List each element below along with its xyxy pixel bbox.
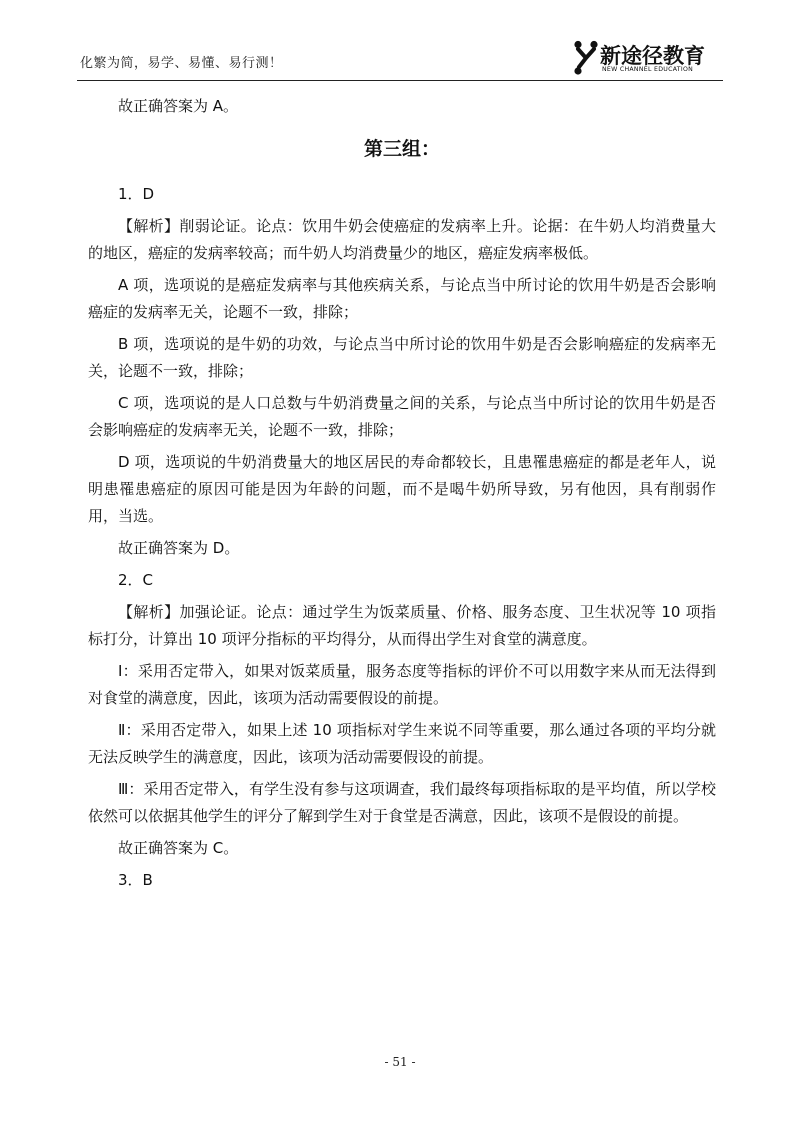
paragraph: A 项，选项说的是癌症发病率与其他疾病关系，与论点当中所讨论的饮用牛奶是否会影响癌症的发病率无关，论题不一致，排除； xyxy=(88,276,716,321)
paragraph: 【解析】削弱论证。论点：饮用牛奶会使癌症的发病率上升。论据：在牛奶人均消费量大的地区，癌症的发病率较高；而牛奶人均消费量少的地区，癌症发病率极低。 xyxy=(88,217,716,262)
paragraph: C 项，选项说的是人口总数与牛奶消费量之间的关系，与论点当中所讨论的饮用牛奶是否会影响癌症的发病率无关，论题不一致，排除； xyxy=(88,394,716,439)
page-content xyxy=(88,93,716,899)
paragraph: B 项，选项说的是牛奶的功效，与论点当中所讨论的饮用牛奶是否会影响癌症的发病率无关，论题不一致，排除； xyxy=(88,335,716,380)
paragraph: Ⅲ：采用否定带入，有学生没有参与这项调查，我们最终每项指标取的是平均值，所以学校依然可以依据其他学生的评分了解到学生对于食堂是否满意，因此，该项不是假设的前提。 xyxy=(88,780,716,825)
paragraph: 故正确答案为 D。 xyxy=(118,539,240,557)
paragraph-answer-a: 故正确答案为 A。 xyxy=(118,97,239,115)
page-header xyxy=(77,38,723,81)
paragraph: Ⅱ：采用否定带入，如果上述 10 项指标对学生来说不同等重要，那么通过各项的平均分就无法反映学生的满意度，因此，该项为活动需要假设的前提。 xyxy=(88,721,716,766)
paragraph: 【解析】加强论证。论点：通过学生为饭菜质量、价格、服务态度、卫生状况等 10 项指标打分，计算出 10 项评分指标的平均得分，从而得出学生对食堂的满意度。 xyxy=(88,603,716,648)
question-2-answer: 2．C xyxy=(118,571,154,589)
header-slogan: 化繁为简，易学、易懂、易行测！ xyxy=(80,56,283,71)
paragraph: Ⅰ：采用否定带入，如果对饭菜质量，服务态度等指标的评价不可以用数字来从而无法得到对食堂的满意度，因此，该项为活动需要假设的前提。 xyxy=(88,662,716,707)
paragraph: 故正确答案为 C。 xyxy=(118,839,239,857)
page-number: - 51 - xyxy=(384,1055,416,1069)
logo-mark-icon xyxy=(573,40,599,76)
question-3-answer: 3．B xyxy=(118,871,153,889)
paragraph: D 项，选项说的牛奶消费量大的地区居民的寿命都较长，且患罹患癌症的都是老年人，说明患罹患癌症的原因可能是因为年龄的问题，而不是喝牛奶所导致，另有他因，具有削弱作用，当选。 xyxy=(88,453,716,525)
logo-english-name: NEW CHANNEL EDUCATION xyxy=(602,66,694,73)
group-title: 第三组： xyxy=(363,138,440,160)
logo-chinese-name: 新途径教育 xyxy=(600,44,705,68)
question-1-answer: 1．D xyxy=(118,185,155,203)
brand-logo xyxy=(573,38,723,78)
